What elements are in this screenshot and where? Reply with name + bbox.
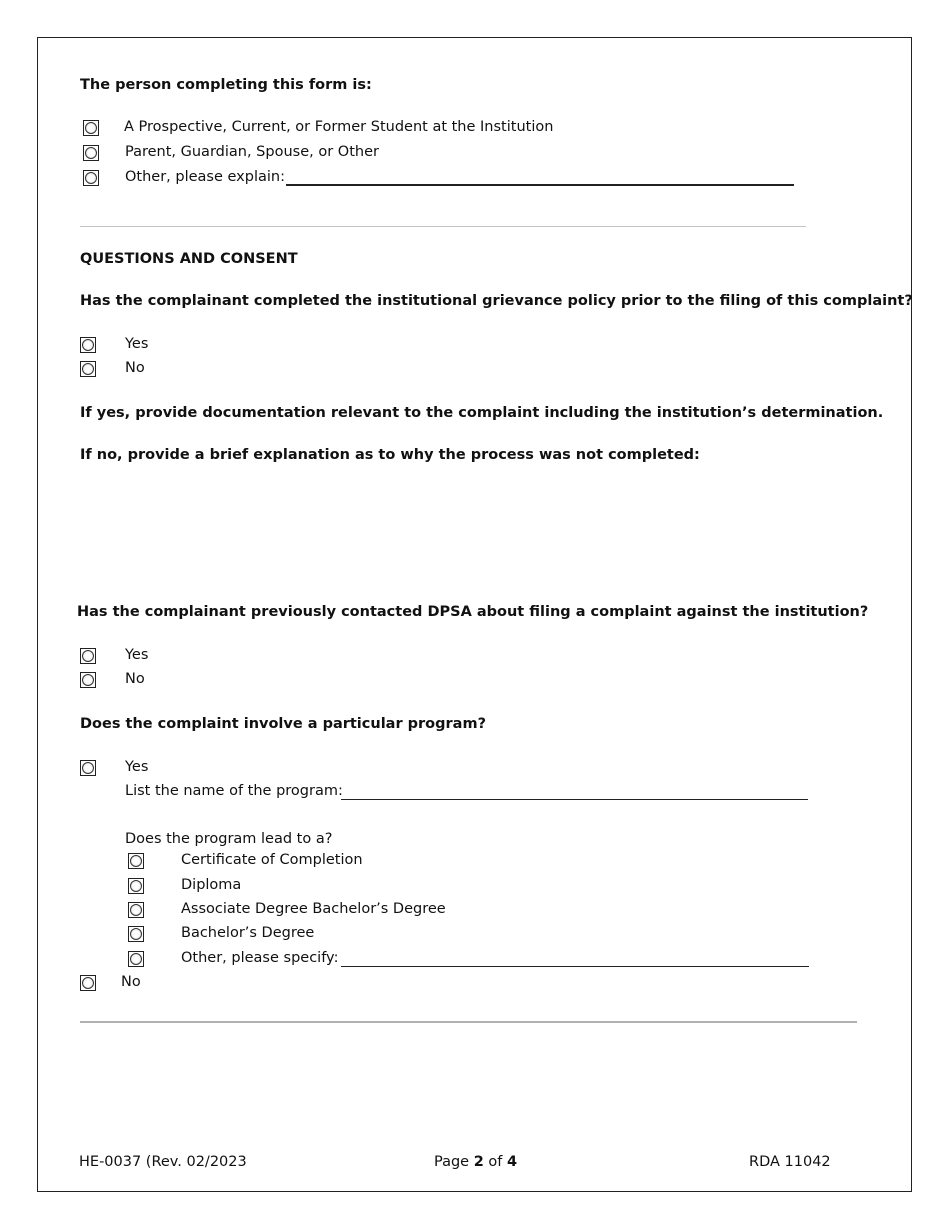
radio-diploma[interactable] (128, 878, 144, 894)
page-of: of (488, 1154, 503, 1170)
option-parent-label: Parent, Guardian, Spouse, or Other (125, 144, 379, 160)
if-no-instruction: If no, provide a brief explanation as to why the process was not completed: (80, 447, 700, 463)
radio-q1-yes[interactable] (80, 337, 96, 353)
radio-certificate[interactable] (128, 853, 144, 869)
explanation-area[interactable] (80, 470, 840, 590)
q1-no-label: No (125, 360, 145, 376)
page-total: 4 (507, 1154, 518, 1170)
other-degree-field[interactable] (341, 966, 809, 967)
questions-heading: QUESTIONS AND CONSENT (80, 251, 298, 267)
radio-q2-no[interactable] (80, 672, 96, 688)
bachelor-label: Bachelor’s Degree (181, 925, 315, 941)
program-name-label: List the name of the program: (125, 783, 343, 799)
form-id: HE-0037 (Rev. 02/2023 (79, 1154, 247, 1170)
option-student-label: A Prospective, Current, or Former Student at the Institution (124, 119, 554, 135)
q3-no-label: No (121, 974, 141, 990)
page-current: 2 (473, 1154, 484, 1170)
bottom-divider (80, 1021, 857, 1023)
page-number (434, 1154, 517, 1170)
option-other-label: Other, please explain: (125, 169, 285, 185)
other-explain-field[interactable] (286, 184, 794, 186)
radio-q1-no[interactable] (80, 361, 96, 377)
q1-text: Has the complainant completed the institutional grievance policy prior to the filing of this complaint? (80, 293, 913, 309)
lead-question: Does the program lead to a? (125, 831, 333, 847)
radio-bachelor[interactable] (128, 926, 144, 942)
q2-yes-label: Yes (125, 647, 149, 663)
diploma-label: Diploma (181, 877, 242, 893)
radio-student[interactable] (83, 120, 99, 136)
q2-no-label: No (125, 671, 145, 687)
radio-other-degree[interactable] (128, 951, 144, 967)
q1-yes-label: Yes (125, 336, 149, 352)
certificate-label: Certificate of Completion (181, 852, 363, 868)
radio-q2-yes[interactable] (80, 648, 96, 664)
radio-q3-no[interactable] (80, 975, 96, 991)
q2-text: Has the complainant previously contacted DPSA about filing a complaint against the institution? (77, 604, 869, 620)
q3-text: Does the complaint involve a particular program? (80, 716, 486, 732)
radio-associate[interactable] (128, 902, 144, 918)
page-prefix: Page (434, 1154, 470, 1170)
radio-other[interactable] (83, 170, 99, 186)
associate-label: Associate Degree Bachelor’s Degree (181, 901, 446, 917)
radio-q3-yes[interactable] (80, 760, 96, 776)
radio-parent[interactable] (83, 145, 99, 161)
other-degree-label: Other, please specify: (181, 950, 339, 966)
section-divider (80, 226, 806, 227)
rda-number: RDA 11042 (749, 1154, 831, 1170)
if-yes-instruction: If yes, provide documentation relevant to the complaint including the institution’s determination. (80, 405, 884, 421)
program-name-field[interactable] (341, 799, 808, 800)
q3-yes-label: Yes (125, 759, 149, 775)
person-heading: The person completing this form is: (80, 77, 372, 93)
